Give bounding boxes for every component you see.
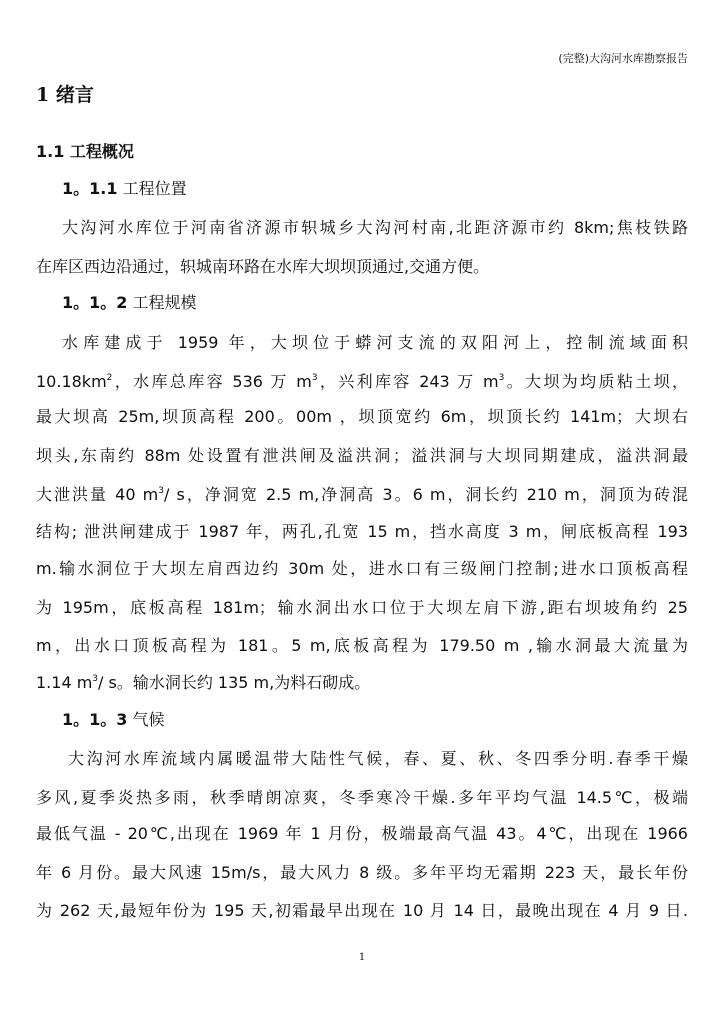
paragraph-line: 结构; 泄洪闸建成于 1987 年，两孔,孔宽 15 m，挡水高度 3 m，闸底板高程 193: [36, 522, 688, 541]
paragraph-line: 年 6 月份。最大风速 15m/s，最大风力 8 级。多年平均无霜期 223 天，最长年份: [36, 863, 688, 882]
subsection-title: 工程规模: [132, 293, 197, 312]
paragraph-line: 最低气温 - 20℃,出现在 1969 年 1 月份，极端最高气温 43。4℃，出现在 1966: [36, 824, 688, 843]
paragraph-line: [36, 370, 688, 394]
section-title: 1.1 工程概况: [36, 142, 134, 161]
subsection-number: 1。1。2: [62, 293, 128, 312]
paragraph-line: m.输水洞位于大坝左肩西边约 30m 处，进水口有三级闸门控制;进水口顶板高程: [36, 559, 688, 578]
paragraph-line: m，出水口顶板高程为 181。5 m,底板高程为 179.50 m ,输水洞最大流量为: [36, 636, 688, 655]
subsection-heading-location: [62, 177, 187, 201]
superscript: 3: [158, 486, 164, 496]
paragraph-line: [36, 671, 688, 695]
paragraph-line: 大沟河水库位于河南省济源市轵城乡大沟河村南,北距济源市约 8km;焦枝铁路: [62, 218, 688, 237]
paragraph-line: [36, 483, 688, 507]
paragraph-line: 水库建成于 1959 年，大坝位于蟒河支流的双阳河上，控制流域面积: [62, 333, 688, 352]
superscript: 2: [106, 373, 113, 383]
subsection-heading-scale: [62, 291, 197, 315]
chapter-title: 1 绪言: [36, 84, 94, 106]
paragraph-line: 为 262 天,最短年份为 195 天,初霜最早出现在 10 月 14 日，最晚出现在 4 月 9 日.: [36, 901, 688, 920]
subsection-heading-climate: [62, 708, 165, 732]
text-fragment: / s，净洞宽 2.5 m,净洞高 3。6 m，洞长约 210 m，洞顶为砖混: [163, 485, 688, 504]
subsection-number: 1。1.1: [62, 179, 118, 198]
page-number: 1: [358, 952, 366, 963]
text-fragment: ，水库总库容 536 万 m: [112, 372, 312, 391]
running-header: (完整)大沟河水库勘察报告: [558, 52, 688, 65]
subsection-title: 气候: [132, 710, 165, 729]
text-fragment: 。大坝为均质粘土坝，: [504, 372, 688, 391]
text-fragment: / s。输水洞长约 135 m,为料石砌成。: [98, 673, 371, 692]
paragraph-line: 为 195m，底板高程 181m；输水洞出水口位于大坝左肩下游,距右坝坡角约 25: [36, 598, 688, 617]
text-fragment: 10.18km: [36, 372, 107, 391]
subsection-number: 1。1。3: [62, 710, 128, 729]
superscript: 3: [92, 674, 99, 684]
subsection-title: 工程位置: [122, 179, 187, 198]
superscript: 3: [311, 373, 318, 383]
text-fragment: 大泄洪量 40 m: [36, 485, 159, 504]
paragraph-line: 在库区西边沿通过，轵城南环路在水库大坝坝顶通过,交通方便。: [36, 257, 490, 276]
text-fragment: ，兴利库容 243 万 m: [317, 372, 499, 391]
paragraph-line: 大沟河水库流域内属暖温带大陆性气候，春、夏、秋、冬四季分明.春季干燥: [68, 749, 688, 768]
paragraph-line: 多风,夏季炎热多雨，秋季晴朗凉爽，冬季寒冷干燥.多年平均气温 14.5℃，极端: [36, 788, 688, 807]
paragraph-line: 坝头,东南约 88m 处设置有泄洪闸及溢洪洞；溢洪洞与大坝同期建成，溢洪洞最: [36, 446, 688, 465]
paragraph-line: 最大坝高 25m,坝顶高程 200。00m ，坝顶宽约 6m，坝顶长约 141m；大坝右: [36, 407, 688, 426]
text-fragment: 1.14 m: [36, 673, 93, 692]
superscript: 3: [498, 373, 505, 383]
